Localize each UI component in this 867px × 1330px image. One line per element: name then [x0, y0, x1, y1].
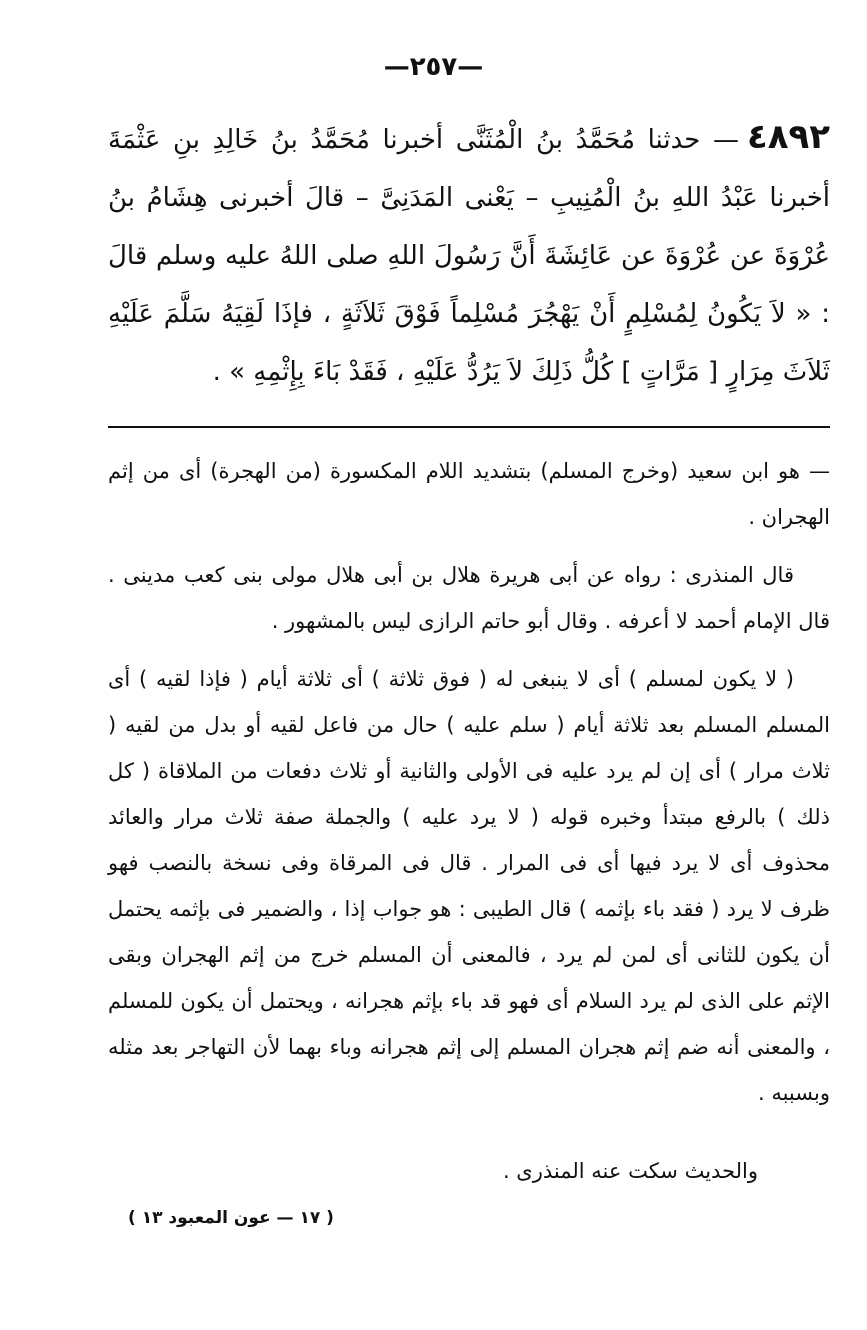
page-number: —٢٥٧—: [383, 52, 484, 82]
hadith-number: ٤٨٩٢: [746, 117, 830, 157]
commentary-paragraph-3: ( لا يكون لمسلم ) أى لا ينبغى له ( فوق ثلاثة ) أى ثلاثة أيام ( فإذا لقيه ) أى المسلم المسلم بعد ثلاثة أيام ( سلم عليه ) حال من فاعل لقيه أو بدل من لقيه ( ثلاث مرار ) أى إن لم يرد عليه فى الأولى والثانية أو ثلاث دفعات من الملاقاة ( كل ذلك ) بالرفع مبتدأ وخبره قوله ( لا يرد عليه ) والجملة صفة ثلاث مرار والعائد محذوف أى لا يرد فيها أى فى المرار . قال فى المرقاة وفى نسخة بالنصب فهو ظرف لا يرد ( فقد باء بإثمه ) قال الطيبى : هو جواب إذا ، والضمير فى بإثمه يحتمل أن يكون للثانى أى لمن لم يرد ، فالمعنى أن المسلم خرج من إثم الهجران وبقى الإثم على الذى لم يرد السلام أى فهو قد باء بإثم هجرانه ، ويحتمل أن يكون للمسلم ، والمعنى أنه ضم إثم هجران المسلم إلى إثم هجرانه وباء بهما لأن التهاجر بعد مثله وبسببه .: [108, 667, 830, 1105]
hadith-text: — حدثنا مُحَمَّدُ بنُ الْمُثَنَّى أخبرنا مُحَمَّدُ بنُ خَالِدِ بنِ عَثْمَةَ أخبرنا عَبْدُ اللهِ بنُ الْمُنِيبِ – يَعْنى المَدَنِىَّ – قالَ أخبرنى هِشَامُ بنُ عُرْوَةَ عن عُرْوَةَ عن عَائِشَةَ أَنَّ رَسُولَ اللهِ صلى اللهُ عليه وسلم قالَ : « لاَ يَكُونُ لِمُسْلِمٍ أَنْ يَهْجُرَ مُسْلِماً فَوْقَ ثَلاَثَةٍ ، فإذَا لَقِيَهُ سَلَّمَ عَلَيْهِ ثَلاَثَ مِرَارٍ [ مَرَّاتٍ ] كُلُّ ذَلِكَ لاَ يَرُدُّ عَلَيْهِ ، فَقَدْ بَاءَ بِإِثْمِهِ » .: [108, 125, 830, 387]
commentary-paragraph-1: — هو ابن سعيد (وخرج المسلم) بتشديد اللام المكسورة (من الهجرة) أى من إثم الهجران .: [108, 459, 830, 529]
section-divider: [108, 426, 830, 428]
commentary-block: [108, 448, 830, 1206]
commentary-paragraph-2: قال المنذرى : رواه عن أبى هريرة هلال بن أبى هلال مولى بنى كعب مدينى . قال الإمام أحمد لا أعرفه . وقال أبو حاتم الرازى ليس بالمشهور .: [108, 563, 830, 633]
footer-signature: ( ١٧ — عون المعبود ١٣ ): [128, 1208, 334, 1228]
commentary-paragraph-4: والحديث سكت عنه المنذرى .: [502, 1159, 758, 1183]
hadith-block: [108, 108, 830, 401]
